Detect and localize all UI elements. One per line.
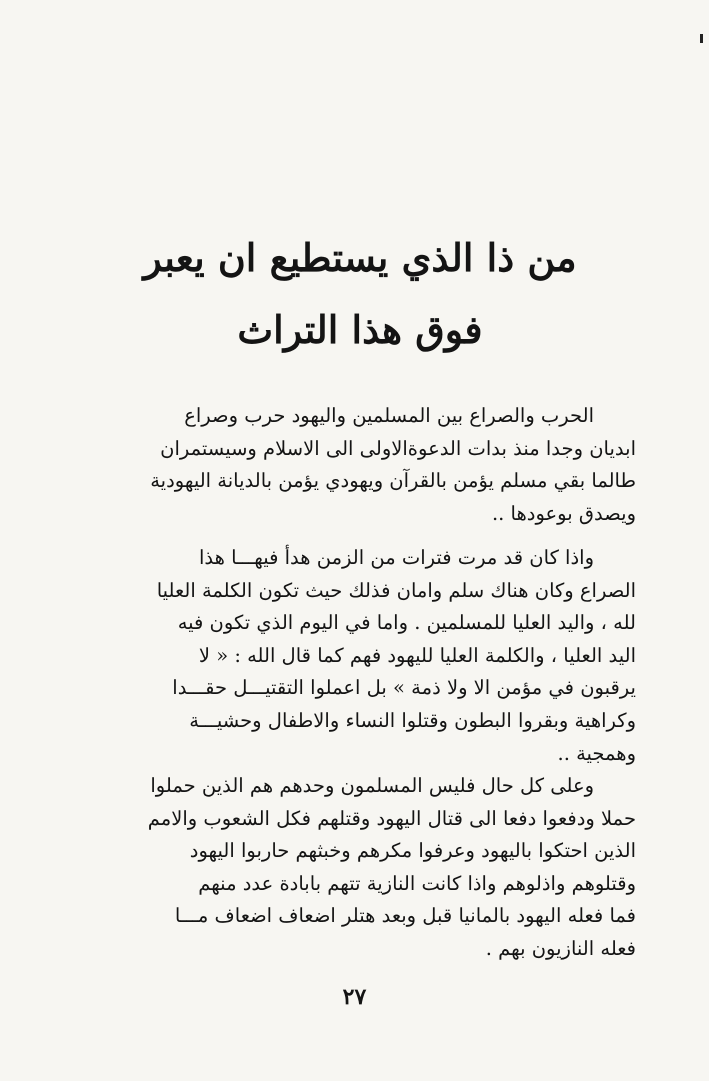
chapter-title-line-1: من ذا الذي يستطيع ان يعبر	[143, 235, 577, 280]
paragraph-line: الذين احتكوا باليهود وعرفوا مكرهم وخبثهم حاربوا اليهود	[189, 839, 636, 863]
paragraph-line: وهمجية ..	[557, 741, 636, 765]
chapter-title-line-2: فوق هذا التراث	[237, 307, 483, 352]
paragraph-line: يرقبون في مؤمن الا ولا ذمة » بل اعملوا التقتيـــل حقـــدا	[172, 676, 636, 700]
paragraph-line: فعله النازيون بهم .	[485, 936, 636, 960]
paragraph-1	[108, 400, 636, 530]
page-number: ٢٧	[342, 984, 367, 1010]
paragraph-line: لله ، واليد العليا للمسلمين . واما في اليوم الذي تكون فيه	[177, 611, 636, 635]
paragraph-line: وعلى كل حال فليس المسلمون وحدهم هم الذين حملوا	[150, 774, 594, 797]
paragraph-line: الحرب والصراع بين المسلمين واليهود حرب وصراع	[184, 404, 594, 427]
paragraph-line: ابديان وجدا منذ بدات الدعوةالاولى الى الاسلام وسيستمران	[160, 436, 636, 460]
paragraph-line: طالما بقي مسلم يؤمن بالقرآن ويهودي يؤمن بالديانة اليهودية	[150, 469, 636, 493]
paragraph-line: الصراع وكان هناك سلم وامان فذلك حيث تكون الكلمة العليا	[156, 578, 636, 602]
page-edge-mark	[700, 34, 703, 43]
paragraph-line: واذا كان قد مرت فترات من الزمن هدأ فيهـــا هذا	[199, 546, 594, 569]
paragraph-line: اليد العليا ، والكلمة العليا لليهود فهم كما قال الله : « لا	[198, 643, 636, 667]
paragraph-line: فما فعله اليهود بالمانيا قبل وبعد هتلر اضعاف اضعاف مـــا	[174, 904, 636, 928]
paragraph-line: ويصدق بوعودها ..	[491, 501, 636, 525]
paragraph-line: حملا ودفعوا دفعا الى قتال اليهود وقتلهم فكل الشعوب والامم	[147, 806, 636, 830]
paragraph-line: وقتلوهم واذلوهم واذا كانت النازية تتهم بابادة عدد منهم	[198, 871, 636, 895]
paragraph-2	[108, 542, 636, 770]
paragraph-line: وكراهية وبقروا البطون وقتلوا النساء والاطفال وحشيـــة	[189, 708, 636, 732]
paragraph-3	[108, 770, 636, 966]
